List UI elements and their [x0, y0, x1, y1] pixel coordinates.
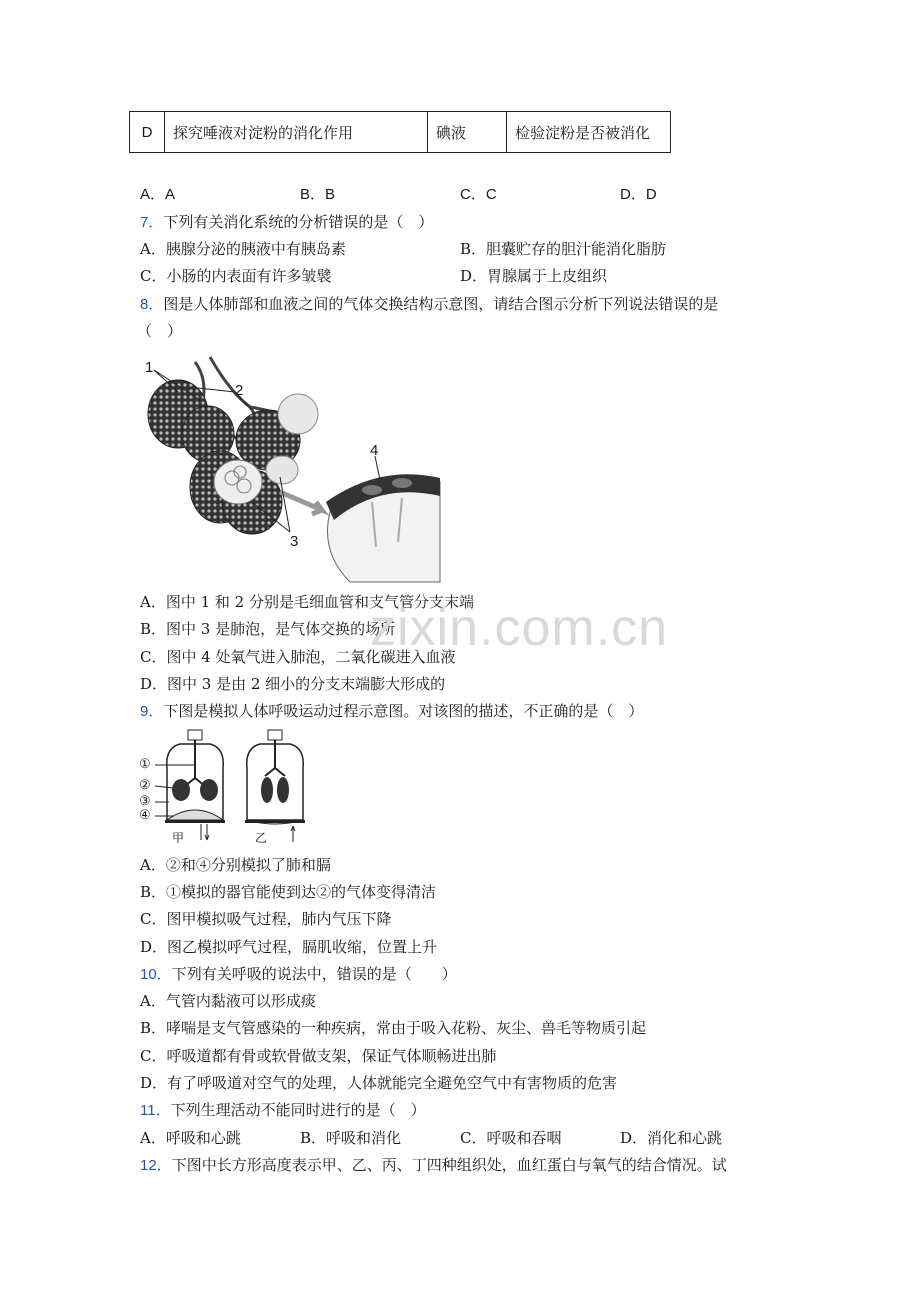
question-8 [140, 293, 718, 316]
q11-option-a: A．呼吸和心跳 [140, 1129, 241, 1147]
table-cell: 碘液 [428, 112, 507, 153]
q8-option-a: A．图中 1 和 2 分别是毛细血管和支气管分支末端 [140, 593, 474, 611]
q7-option-b: B．胆囊贮存的胆汁能消化脂肪 [460, 240, 667, 258]
model-label-1: ① [139, 757, 151, 772]
table-cell: 检验淀粉是否被消化 [507, 112, 671, 153]
question-9 [140, 700, 643, 723]
q9-option-c: C．图甲模拟吸气过程，肺内气压下降 [140, 910, 392, 928]
model-label-2: ② [139, 778, 151, 793]
figure-label-3: 3 [290, 533, 299, 550]
q10-option-d: D．有了呼吸道对空气的处理，人体就能完全避免空气中有害物质的危害 [140, 1074, 618, 1092]
q11-option-d: D．消化和心跳 [620, 1129, 723, 1147]
question-stem-continued: （ ） [137, 322, 183, 340]
model-label-yi: 乙 [255, 831, 268, 845]
q9-option-d: D．图乙模拟呼气过程，膈肌收缩，位置上升 [140, 938, 438, 956]
q10-option-a: A．气管内黏液可以形成痰 [140, 992, 316, 1010]
model-label-4: ④ [139, 808, 151, 823]
table-cell: 探究唾液对淀粉的消化作用 [165, 112, 428, 153]
q7-option-a: A．胰腺分泌的胰液中有胰岛素 [140, 240, 346, 258]
q6-option-a: A．A [140, 186, 176, 203]
q6-option-d: D．D [620, 186, 657, 203]
question-stem: 下列有关消化系统的分析错误的是（ ） [163, 213, 434, 231]
q8-option-c: C．图中 4 处氧气进入肺泡，二氧化碳进入血液 [140, 648, 456, 666]
question-stem: 下图中长方形高度表示甲、乙、丙、丁四种组织处，血红蛋白与氧气的结合情况。试 [171, 1156, 727, 1174]
table-row [130, 112, 671, 153]
question-number: 11． [140, 1102, 171, 1119]
question-stem: 下列生理活动不能同时进行的是（ ） [170, 1101, 426, 1119]
q9-option-b: B．①模拟的器官能使到达②的气体变得清洁 [140, 883, 437, 901]
figure-label-4: 4 [370, 442, 379, 459]
question-12 [140, 1154, 727, 1177]
experiment-table [129, 111, 671, 153]
q6-option-b: B．B [300, 186, 336, 203]
question-number: 9． [140, 703, 164, 720]
q10-option-c: C．呼吸道都有骨或软骨做支架，保证气体顺畅进出肺 [140, 1047, 497, 1065]
q11-option-c: C．呼吸和吞咽 [460, 1129, 562, 1147]
model-label-3: ③ [139, 794, 151, 809]
question-stem: 图是人体肺部和血液之间的气体交换结构示意图，请结合图示分析下列说法错误的是 [163, 295, 719, 313]
question-11 [140, 1099, 426, 1122]
question-number: 8． [140, 296, 164, 313]
q8-option-b: B．图中 3 是肺泡，是气体交换的场所 [140, 620, 396, 638]
table-cell: D [130, 112, 165, 153]
watermark: zixin.com.cn [370, 599, 669, 657]
question-10 [140, 963, 457, 986]
question-stem: 下图是模拟人体呼吸运动过程示意图。对该图的描述，不正确的是（ ） [163, 702, 644, 720]
question-number: 7． [140, 214, 164, 231]
q10-option-b: B．哮喘是支气管感染的一种疾病，常由于吸入花粉、灰尘、兽毛等物质引起 [140, 1019, 647, 1037]
question-7 [140, 211, 433, 234]
q7-option-c: C．小肠的内表面有许多皱襞 [140, 267, 332, 285]
q7-option-d: D．胃腺属于上皮组织 [460, 267, 608, 285]
model-label-jia: 甲 [172, 831, 185, 845]
q8-option-d: D．图中 3 是由 2 细小的分支末端膨大形成的 [140, 675, 446, 693]
question-number: 10． [140, 966, 172, 983]
figure-label-1: 1 [145, 359, 154, 376]
question-number: 12． [140, 1157, 172, 1174]
q6-option-c: C．C [460, 186, 497, 203]
q9-option-a: A．②和④分别模拟了肺和膈 [140, 856, 331, 874]
q11-option-b: B．呼吸和消化 [300, 1129, 402, 1147]
question-stem: 下列有关呼吸的说法中，错误的是（ ） [171, 965, 457, 983]
figure-label-2: 2 [235, 382, 244, 399]
